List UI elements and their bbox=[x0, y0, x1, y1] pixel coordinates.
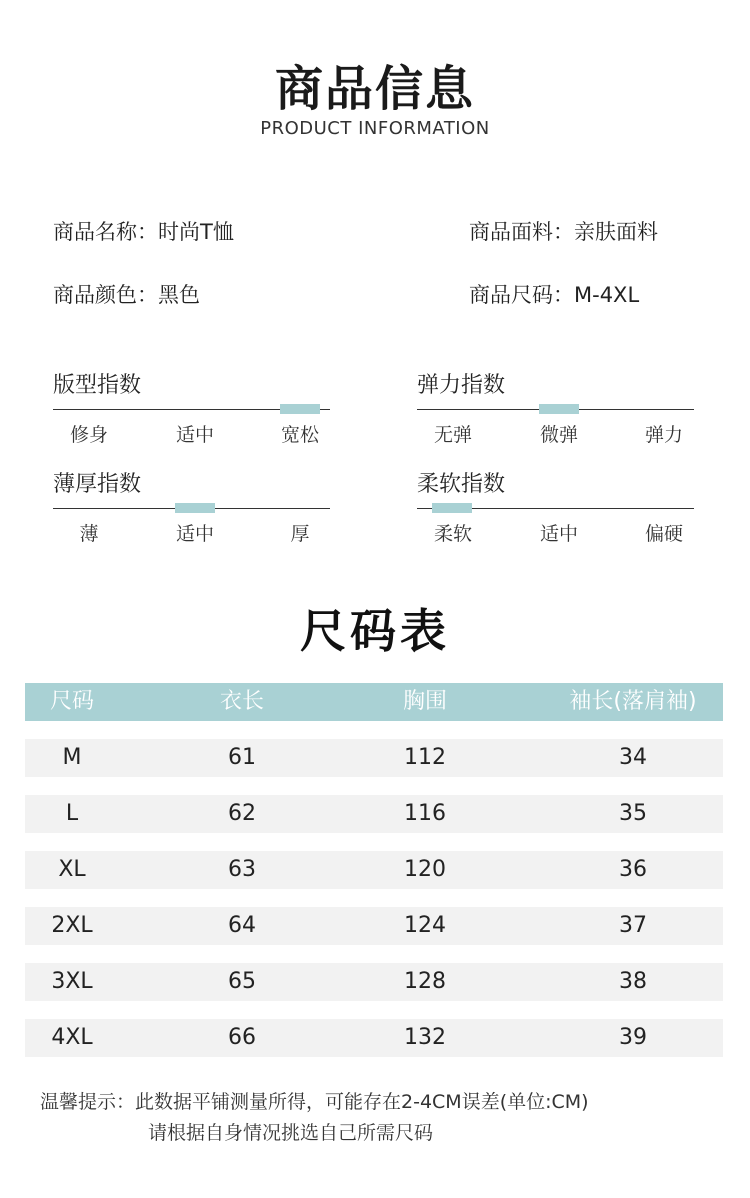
cell-size: L bbox=[65, 801, 79, 826]
info-product-size: 商品尺码：M-4XL bbox=[469, 283, 640, 307]
cell-length: 64 bbox=[228, 913, 256, 938]
cell-sleeve: 35 bbox=[619, 801, 647, 826]
cell-size: 2XL bbox=[51, 913, 93, 938]
gauge-title-elasticity: 弹力指数 bbox=[417, 373, 506, 398]
gauge-option: 修身 bbox=[69, 424, 108, 446]
gauge-option: 无弹 bbox=[433, 424, 472, 446]
cell-chest: 128 bbox=[404, 969, 446, 994]
header-sleeve: 袖长(落肩袖) bbox=[569, 689, 697, 714]
cell-size: 3XL bbox=[51, 969, 93, 994]
cell-length: 65 bbox=[228, 969, 256, 994]
cell-sleeve: 37 bbox=[619, 913, 647, 938]
gauge-option: 厚 bbox=[290, 523, 310, 545]
gauge-title-fit: 版型指数 bbox=[53, 373, 142, 398]
gauge-option: 适中 bbox=[175, 424, 214, 446]
gauge-option: 柔软 bbox=[433, 523, 472, 545]
gauge-title-thickness: 薄厚指数 bbox=[53, 472, 142, 497]
gauge-option: 微弹 bbox=[539, 424, 578, 446]
info-product-color: 商品颜色：黑色 bbox=[53, 283, 200, 307]
header-size: 尺码 bbox=[49, 689, 94, 714]
page-title: 商品信息 bbox=[274, 61, 475, 117]
page-subtitle: PRODUCT INFORMATION bbox=[260, 118, 490, 139]
cell-length: 63 bbox=[228, 857, 256, 882]
gauge-marker-elasticity bbox=[539, 404, 579, 414]
cell-chest: 124 bbox=[404, 913, 446, 938]
cell-sleeve: 39 bbox=[619, 1025, 647, 1050]
info-product-name: 商品名称：时尚T恤 bbox=[53, 220, 234, 244]
info-product-fabric: 商品面料：亲肤面料 bbox=[469, 220, 658, 244]
cell-sleeve: 34 bbox=[619, 745, 647, 770]
size-chart-title: 尺码表 bbox=[300, 604, 450, 658]
gauge-option: 适中 bbox=[175, 523, 214, 545]
gauge-marker-thickness bbox=[175, 503, 215, 513]
gauge-option: 偏硬 bbox=[644, 523, 683, 545]
gauge-option: 弹力 bbox=[644, 424, 683, 446]
gauge-title-softness: 柔软指数 bbox=[417, 472, 506, 497]
cell-chest: 132 bbox=[404, 1025, 446, 1050]
header-length: 衣长 bbox=[219, 689, 264, 714]
gauge-option: 薄 bbox=[79, 523, 99, 545]
gauge-option: 宽松 bbox=[280, 424, 319, 446]
cell-length: 66 bbox=[228, 1025, 256, 1050]
gauge-marker-fit bbox=[280, 404, 320, 414]
cell-size: XL bbox=[58, 857, 86, 882]
cell-chest: 120 bbox=[404, 857, 446, 882]
cell-size: 4XL bbox=[51, 1025, 93, 1050]
tip-line-1: 温馨提示：此数据平铺测量所得，可能存在2-4CM误差(单位:CM) bbox=[40, 1091, 589, 1113]
header-chest: 胸围 bbox=[402, 689, 447, 714]
cell-length: 61 bbox=[228, 745, 256, 770]
gauge-marker-softness bbox=[432, 503, 472, 513]
cell-chest: 116 bbox=[404, 801, 446, 826]
cell-sleeve: 36 bbox=[619, 857, 647, 882]
cell-length: 62 bbox=[228, 801, 256, 826]
tip-line-2: 请根据自身情况挑选自己所需尺码 bbox=[148, 1122, 434, 1144]
cell-size: M bbox=[62, 745, 82, 770]
cell-chest: 112 bbox=[404, 745, 446, 770]
gauge-option: 适中 bbox=[539, 523, 578, 545]
cell-sleeve: 38 bbox=[619, 969, 647, 994]
